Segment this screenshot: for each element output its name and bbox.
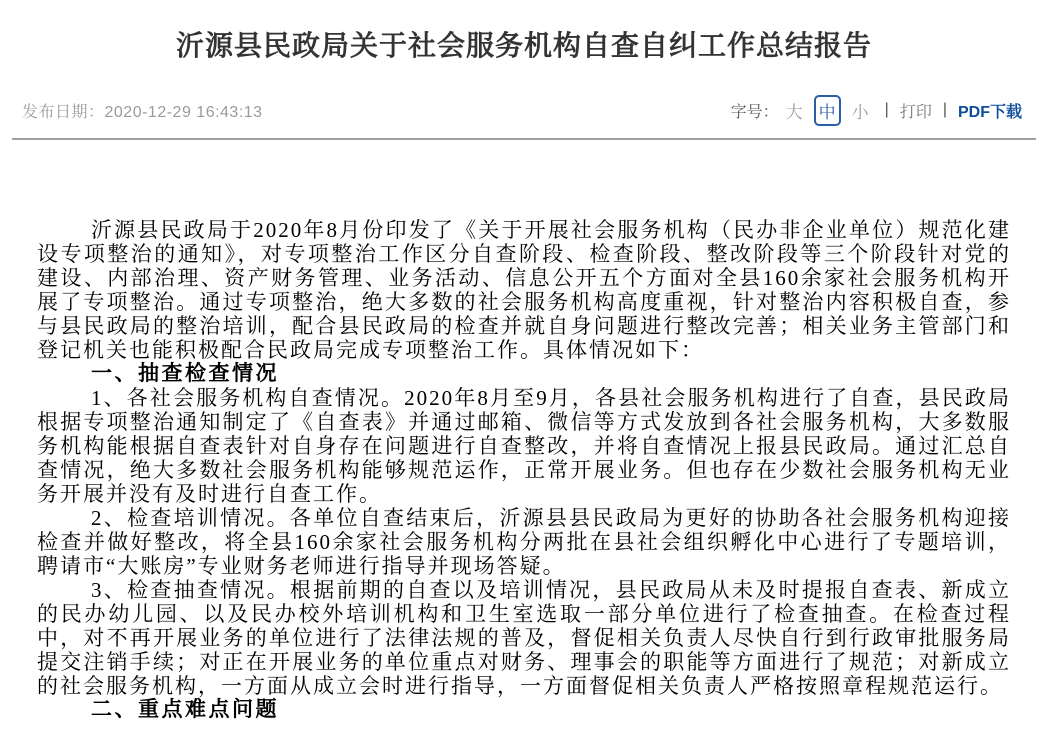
page-title: 沂源县民政局关于社会服务机构自查自纠工作总结报告 [175,30,872,61]
toolbar [731,95,1022,126]
font-size-small-button[interactable]: 小 [851,102,869,122]
header-divider [12,138,1036,140]
article-body [37,218,1011,722]
print-button[interactable]: 打印 [899,103,932,121]
font-size-label: 字号： [730,103,779,121]
paragraph-training: 2、检查培训情况。各单位自查结束后，沂源县县民政局为更好的协助各社会服务机构迎接检查并做好整改，将全县160余家社会服务机构分两批在县社会组织孵化中心进行了专题培训，聘请市“大账房”专业财务老师进行指导并现场答疑。 [37,506,1011,578]
pdf-download-link[interactable]: PDF下载 [957,103,1022,121]
section-heading-2: 二、重点难点问题 [91,698,279,721]
meta-row [22,96,1022,124]
paragraph-self-check: 1、各社会服务机构自查情况。2020年8月至9月，各县社会服务机构进行了自查，县民政局根据专项整治通知制定了《自查表》并通过邮箱、微信等方式发放到各社会服务机构，大多数服务机构能根据自查表针对自身存在问题进行自查整改，并将自查情况上报县民政局。通过汇总自查情况，绝大多数社会服务机构能够规范运作，正常开展业务。但也存在少数社会服务机构无业务开展并没有及时进行自查工作。 [37,386,1011,506]
section-heading-1: 一、抽查检查情况 [91,362,279,385]
article-page [0,28,1048,747]
publish-date: 发布日期：2020-12-29 16:43:13 [22,103,263,121]
font-size-large-button[interactable]: 大 [785,102,803,122]
paragraph-intro: 沂源县民政局于2020年8月份印发了《关于开展社会服务机构（民办非企业单位）规范化建设专项整治的通知》，对专项整治工作区分自查阶段、检查阶段、整改阶段等三个阶段针对党的建设、内部治理、资产财务管理、业务活动、信息公开五个方面对全县160余家社会服务机构开展了专项整治。通过专项整治，绝大多数的社会服务机构高度重视，针对整治内容积极自查，参与县民政局的整治培训，配合县民政局的检查并就自身问题进行整改完善；相关业务主管部门和登记机关也能积极配合民政局完成专项整治工作。具体情况如下： [37,218,1011,362]
toolbar-separator: | [884,101,889,118]
toolbar-separator: | [942,101,947,118]
paragraph-spot-check: 3、检查抽查情况。根据前期的自查以及培训情况，县民政局从未及时提报自查表、新成立的民办幼儿园、以及民办校外培训机构和卫生室选取一部分单位进行了检查抽查。在检查过程中，对不再开展业务的单位进行了法律法规的普及，督促相关负责人尽快自行到行政审批服务局提交注销手续；对正在开展业务的单位重点对财务、理事会的职能等方面进行了规范；对新成立的社会服务机构，一方面从成立会时进行指导，一方面督促相关负责人严格按照章程规范运行。 [37,578,1011,698]
font-size-medium-button[interactable]: 中 [814,95,841,126]
